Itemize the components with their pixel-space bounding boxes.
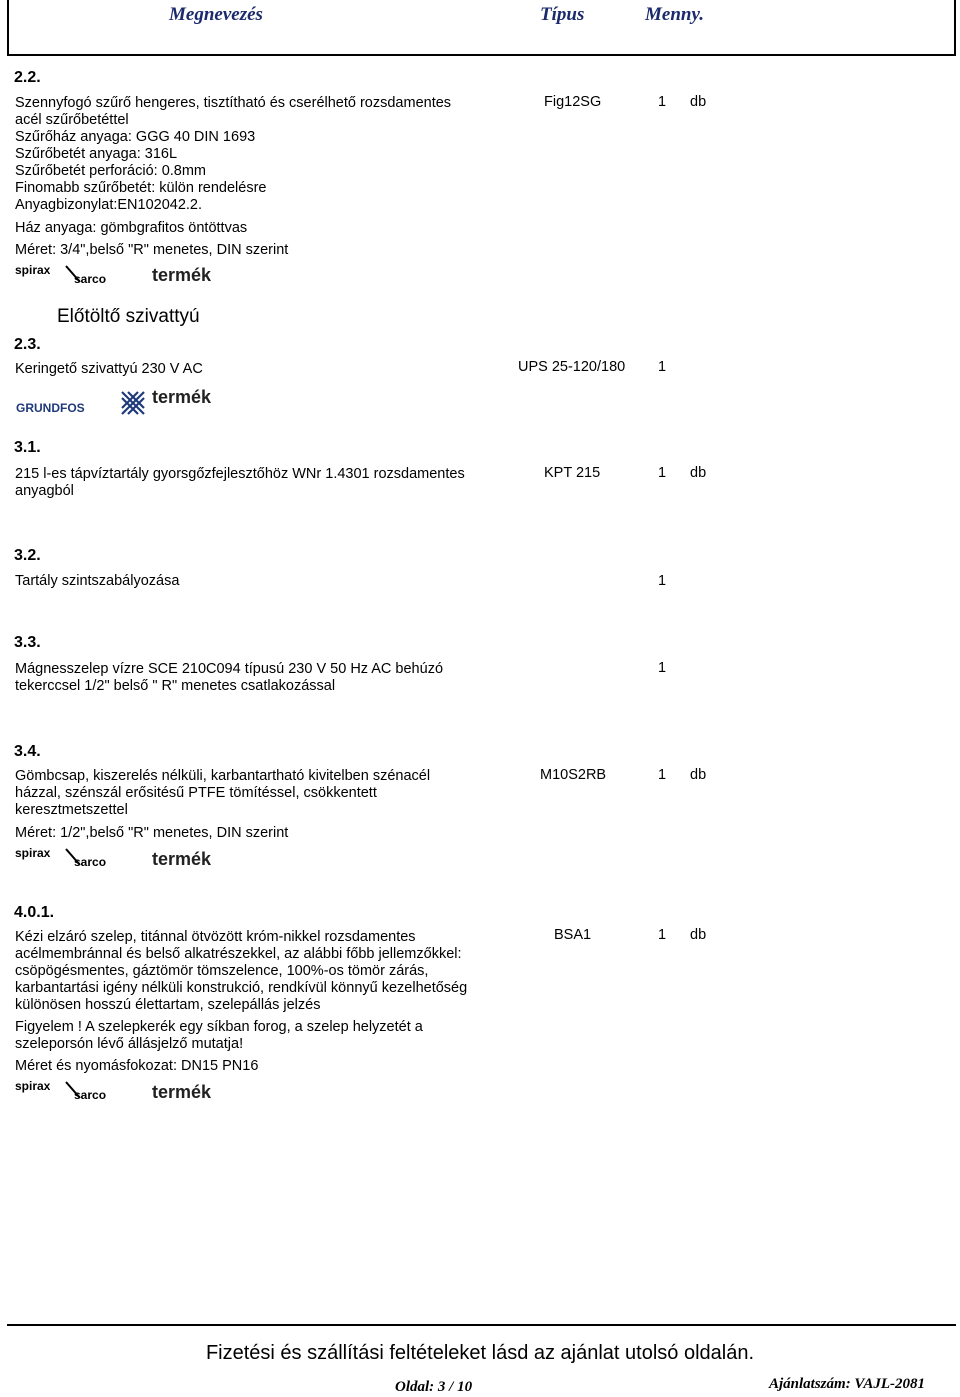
item-unit: db <box>690 927 707 943</box>
item-description-line: karbantartási igény nélküli konstrukció, rendkívül könnyű kezelhetőség <box>15 980 468 996</box>
item-number: 2.3. <box>14 336 41 353</box>
item-description-line: Mágnesszelep vízre SCE 210C094 típusú 230 V 50 Hz AC behúzó <box>15 661 444 677</box>
spirax-sarco-logo <box>14 263 130 285</box>
item-description-line: Szennyfogó szűrő hengeres, tisztítható és cserélhető rozsdamentes <box>15 95 452 111</box>
item-description-line: csöpögésmentes, gáztömör tömszelence, 100%-os tömör zárás, <box>15 963 429 979</box>
item-description-line: acélmembránnal és belső alkatrészekkel, az alábbi főbb jellemzőkkel: <box>15 946 462 962</box>
item-description-line: Méret: 1/2",belső "R" menetes, DIN szerint <box>15 825 289 841</box>
item-unit: db <box>690 465 707 481</box>
item-number: 4.0.1. <box>14 904 55 921</box>
item-type: UPS 25-120/180 <box>518 359 626 375</box>
table-header <box>7 0 956 56</box>
grundfos-logo <box>14 390 148 416</box>
header-qty-column: Menny. <box>645 4 704 25</box>
logo-word-bottom: sarco <box>74 855 107 868</box>
item-description-line: tekerccsel 1/2" belső " R" menetes csatlakozással <box>15 678 336 694</box>
offer-number: Ajánlatszám: VAJL-2081 <box>769 1376 925 1392</box>
product-label: termék <box>152 849 212 869</box>
item-qty: 1 <box>658 465 667 481</box>
item-qty: 1 <box>658 927 667 943</box>
logo-word-bottom: sarco <box>74 1088 107 1101</box>
item-number: 2.2. <box>14 69 41 86</box>
spirax-sarco-logo <box>14 846 130 868</box>
item-description-line: különösen hosszú élettartam, szelepállás jelzés <box>15 997 321 1013</box>
product-label: termék <box>152 1082 212 1102</box>
item-number: 3.4. <box>14 743 41 760</box>
item-description-line: Szűrőbetét perforáció: 0.8mm <box>15 163 207 179</box>
item-description-line: Gömbcsap, kiszerelés nélküli, karbantartható kivitelben szénacél <box>15 768 431 784</box>
logo-word-bottom: sarco <box>74 272 107 285</box>
item-qty: 1 <box>658 660 667 676</box>
footer-terms: Fizetési és szállítási feltételeket lásd az ajánlat utolsó oldalán. <box>205 1342 755 1364</box>
item-unit: db <box>690 767 707 783</box>
item-type: KPT 215 <box>544 465 601 481</box>
item-description-line: Ház anyaga: gömbgrafitos öntöttvas <box>15 220 248 236</box>
item-number: 3.2. <box>14 547 41 564</box>
item-description-line: Szűrőbetét anyaga: 316L <box>15 146 178 162</box>
item-description-line: Kézi elzáró szelep, titánnal ötvözött króm-nikkel rozsdamentes <box>15 929 416 945</box>
item-description-line: acél szűrőbetéttel <box>15 112 129 128</box>
logo-word-top: spirax <box>15 1079 51 1093</box>
item-description-line: Figyelem ! A szelepkerék egy síkban forog, a szelep helyzetét a <box>15 1019 423 1035</box>
item-number: 3.1. <box>14 439 41 456</box>
item-description-line: Keringető szivattyú 230 V AC <box>15 361 203 377</box>
product-label: termék <box>152 265 212 285</box>
header-type-column: Típus <box>540 4 585 25</box>
item-description-line: Méret: 3/4",belső "R" menetes, DIN szerint <box>15 242 289 258</box>
item-number: 3.3. <box>14 634 41 651</box>
product-label: termék <box>152 387 212 407</box>
item-description-line: szeleporsón lévő állásjelző mutatja! <box>15 1036 244 1052</box>
item-qty: 1 <box>658 94 667 110</box>
grundfos-logo-text: GRUNDFOS <box>16 401 85 415</box>
item-description-line: Anyagbizonylat:EN102042.2. <box>15 197 203 213</box>
item-qty: 1 <box>658 767 667 783</box>
item-description-line: 215 l-es tápvíztartály gyorsgőzfejlesztőhöz WNr 1.4301 rozsdamentes <box>15 466 465 482</box>
item-description-line: Finomabb szűrőbetét: külön rendelésre <box>15 180 267 196</box>
item-type: BSA1 <box>554 927 592 943</box>
item-unit: db <box>690 94 707 110</box>
item-description-line: házzal, szénszál erősitésű PTFE tömítéssel, csökkentett <box>15 785 377 801</box>
item-type: Fig12SG <box>544 94 602 110</box>
item-description-line: Méret és nyomásfokozat: DN15 PN16 <box>15 1058 259 1074</box>
item-qty: 1 <box>658 573 667 589</box>
item-qty: 1 <box>658 359 667 375</box>
section-heading: Előtöltő szivattyú <box>57 306 200 327</box>
item-description-line: anyagból <box>15 483 74 499</box>
item-description-line: keresztmetszettel <box>15 802 128 818</box>
logo-word-top: spirax <box>15 263 51 277</box>
page-number: Oldal: 3 / 10 <box>395 1379 473 1395</box>
footer-divider <box>7 1324 956 1326</box>
item-description-line: Szűrőház anyaga: GGG 40 DIN 1693 <box>15 129 256 145</box>
logo-word-top: spirax <box>15 846 51 860</box>
spirax-sarco-logo <box>14 1079 130 1101</box>
item-type: M10S2RB <box>540 767 607 783</box>
item-description-line: Tartály szintszabályozása <box>15 573 180 589</box>
header-name-column: Megnevezés <box>169 4 263 25</box>
